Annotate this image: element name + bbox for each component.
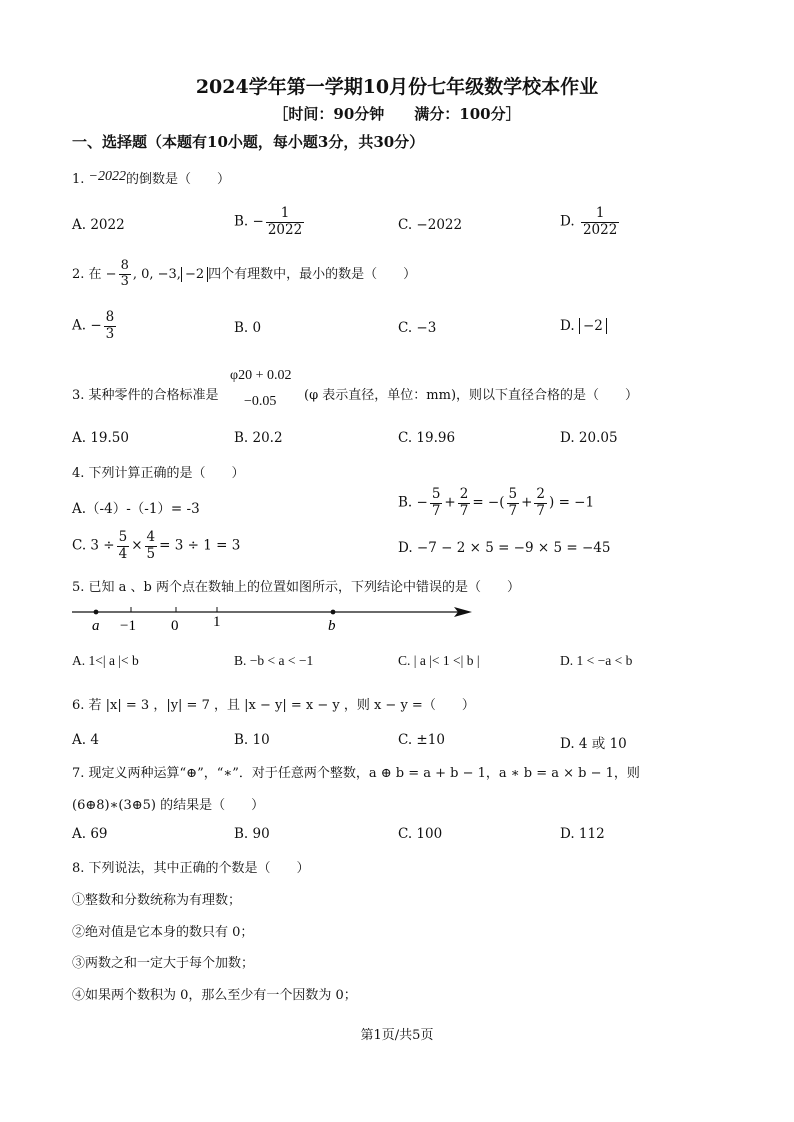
- q4-b-prefix: B. −: [398, 494, 428, 511]
- q4-b-f1-num: 5: [431, 486, 441, 502]
- q1-b-den: 2022: [267, 221, 303, 238]
- q1-d-prefix: D.: [560, 213, 575, 230]
- q2-frac-den: 3: [120, 273, 129, 289]
- q5-option-b: B. −b < a < −1: [234, 653, 314, 668]
- q6-option-d: D. 4 或 10: [560, 736, 627, 752]
- q4-b-f2-num: 2: [459, 486, 469, 502]
- question-1: [72, 168, 230, 188]
- q2-a-den: 3: [105, 325, 115, 342]
- page-footer: 第1页/共5页: [360, 1028, 434, 1043]
- q4-c-prefix: C. 3 ÷: [72, 537, 115, 554]
- q2-option-b: B. 0: [234, 320, 262, 336]
- label-neg1: −1: [120, 618, 136, 634]
- q8-item-1: ①整数和分数统称为有理数；: [72, 893, 242, 908]
- q5-option-a: A. 1<| a |< b: [72, 653, 139, 668]
- q1-text: 的倒数是（ ）: [126, 172, 231, 187]
- q4-c-tail: = 3 ÷ 1 = 3: [159, 537, 241, 554]
- q4-b-f3-den: 7: [508, 502, 518, 519]
- q1-b-prefix: B. −: [234, 213, 264, 230]
- q4-c-f2-den: 5: [146, 545, 156, 562]
- page-title: 2024学年第一学期10月份七年级数学校本作业: [195, 76, 599, 98]
- q8-item-4: ④如果两个数积为 0，那么至少有一个因数为 0；: [72, 988, 357, 1003]
- q7-stem-line1: 7. 现定义两种运算“⊕”，“∗”．对于任意两个整数，a ⊕ b = a + b − 1，a ∗ b = a × b − 1，则: [72, 766, 640, 781]
- q2-stem-a: 2. 在 −: [72, 266, 117, 282]
- q1-option-a: A. 2022: [72, 217, 125, 233]
- q5-option-c: C. | a |< 1 <| b |: [398, 653, 480, 668]
- q3-spec-bottom: −0.05: [244, 394, 277, 409]
- q3-option-b: B. 20.2: [234, 430, 283, 446]
- q2-a-num: 8: [105, 309, 115, 325]
- point-b-dot: [331, 610, 336, 615]
- q2-stem-b: , 0, −3,: [132, 266, 181, 282]
- q2-option-d: [560, 318, 607, 334]
- q8-stem: 8. 下列说法，其中正确的个数是（ ）: [72, 861, 310, 876]
- q1-number: 1.: [72, 172, 85, 187]
- q3-spec-top: φ20 + 0.02: [230, 368, 292, 383]
- q1-d-num: 1: [581, 206, 619, 223]
- q4-option-d: D. −7 − 2 × 5 = −9 × 5 = −45: [398, 540, 611, 556]
- q5-stem: 5. 已知 a 、b 两个点在数轴上的位置如图所示，下列结论中错误的是（ ）: [72, 580, 521, 595]
- q3-stem-a: 3. 某种零件的合格标准是: [72, 388, 219, 403]
- point-a-dot: [94, 610, 99, 615]
- q6-stem: 6. 若 |x| = 3 ，|y| = 7 ，且 |x − y| = x − y ，则 x − y =（ ）: [72, 698, 475, 713]
- q8-item-2: ②绝对值是它本身的数只有 0；: [72, 925, 254, 940]
- q4-c-f1-num: 5: [118, 529, 128, 545]
- q4-c-f2-num: 4: [146, 529, 156, 545]
- q1-d-den: 2022: [582, 221, 618, 238]
- q2-stem-c: 四个有理数中，最小的数是（ ）: [208, 266, 417, 282]
- q7-option-a: A. 69: [72, 826, 108, 842]
- q7-option-b: B. 90: [234, 826, 270, 842]
- q3-stem-b: (φ 表示直径，单位：mm)，则以下直径合格的是（ ）: [304, 388, 639, 403]
- q4-option-c: C. 3 ÷ $\frac{5}{4}$ × $\frac{4}{5}$ = 3 ÷ 1 = 3: [72, 529, 241, 562]
- q4-stem: 4. 下列计算正确的是（ ）: [72, 466, 245, 481]
- q2-option-c: C. −3: [398, 320, 437, 336]
- q8-item-3: ③两数之和一定大于每个加数；: [72, 956, 255, 971]
- q4-option-b: B. − $\frac{5}{7}$ + $\frac{2}{7}$ = −( $\frac{5}{7}$ + $\frac{2}{7}$ ) = −1: [398, 486, 595, 519]
- q6-option-b: B. 10: [234, 732, 270, 748]
- q6-option-a: A. 4: [72, 732, 99, 748]
- q2-abs: −2: [181, 267, 208, 282]
- exam-info: ［时间：90分钟 满分：100分］: [273, 105, 521, 123]
- label-1: 1: [213, 614, 221, 630]
- q7-stem-line2: (6⊕8)∗(3⊕5) 的结果是（ ）: [72, 798, 265, 813]
- label-a: a: [92, 618, 100, 634]
- q1-b-num: 1: [266, 206, 304, 223]
- q2-frac-num: 8: [120, 258, 129, 273]
- q4-b-f4-den: 7: [536, 502, 546, 519]
- q3-option-d: D. 20.05: [560, 430, 618, 446]
- number-line: [68, 598, 478, 638]
- q3-option-c: C. 19.96: [398, 430, 456, 446]
- q1-expr: −2022: [88, 169, 126, 184]
- label-b: b: [328, 618, 336, 634]
- q7-option-d: D. 112: [560, 826, 605, 842]
- q1-option-c: C. −2022: [398, 217, 463, 233]
- q2-a-prefix: A. −: [72, 317, 102, 334]
- q3-option-a: A. 19.50: [72, 430, 129, 446]
- q2-option-a: [72, 310, 118, 342]
- q4-b-f4-num: 2: [536, 486, 546, 502]
- q4-b-f3-num: 5: [508, 486, 518, 502]
- q2-d-abs: −2: [579, 318, 607, 334]
- q5-option-d: D. 1 < −a < b: [560, 653, 633, 668]
- q2-d-prefix: D.: [560, 318, 575, 334]
- q6-option-c: C. ±10: [398, 732, 445, 748]
- q4-c-f1-den: 4: [118, 545, 128, 562]
- q7-option-c: C. 100: [398, 826, 443, 842]
- section-heading: 一、选择题（本题有10小题，每小题3分，共30分）: [72, 133, 425, 151]
- question-2: [72, 259, 416, 290]
- q4-b-f2-den: 7: [459, 502, 469, 519]
- q1-option-b: [234, 206, 306, 238]
- q4-b-f1-den: 7: [431, 502, 441, 519]
- label-0: 0: [171, 618, 179, 634]
- q4-option-a: A.（-4）-（-1）= -3: [72, 501, 200, 517]
- q1-option-d: [560, 206, 621, 238]
